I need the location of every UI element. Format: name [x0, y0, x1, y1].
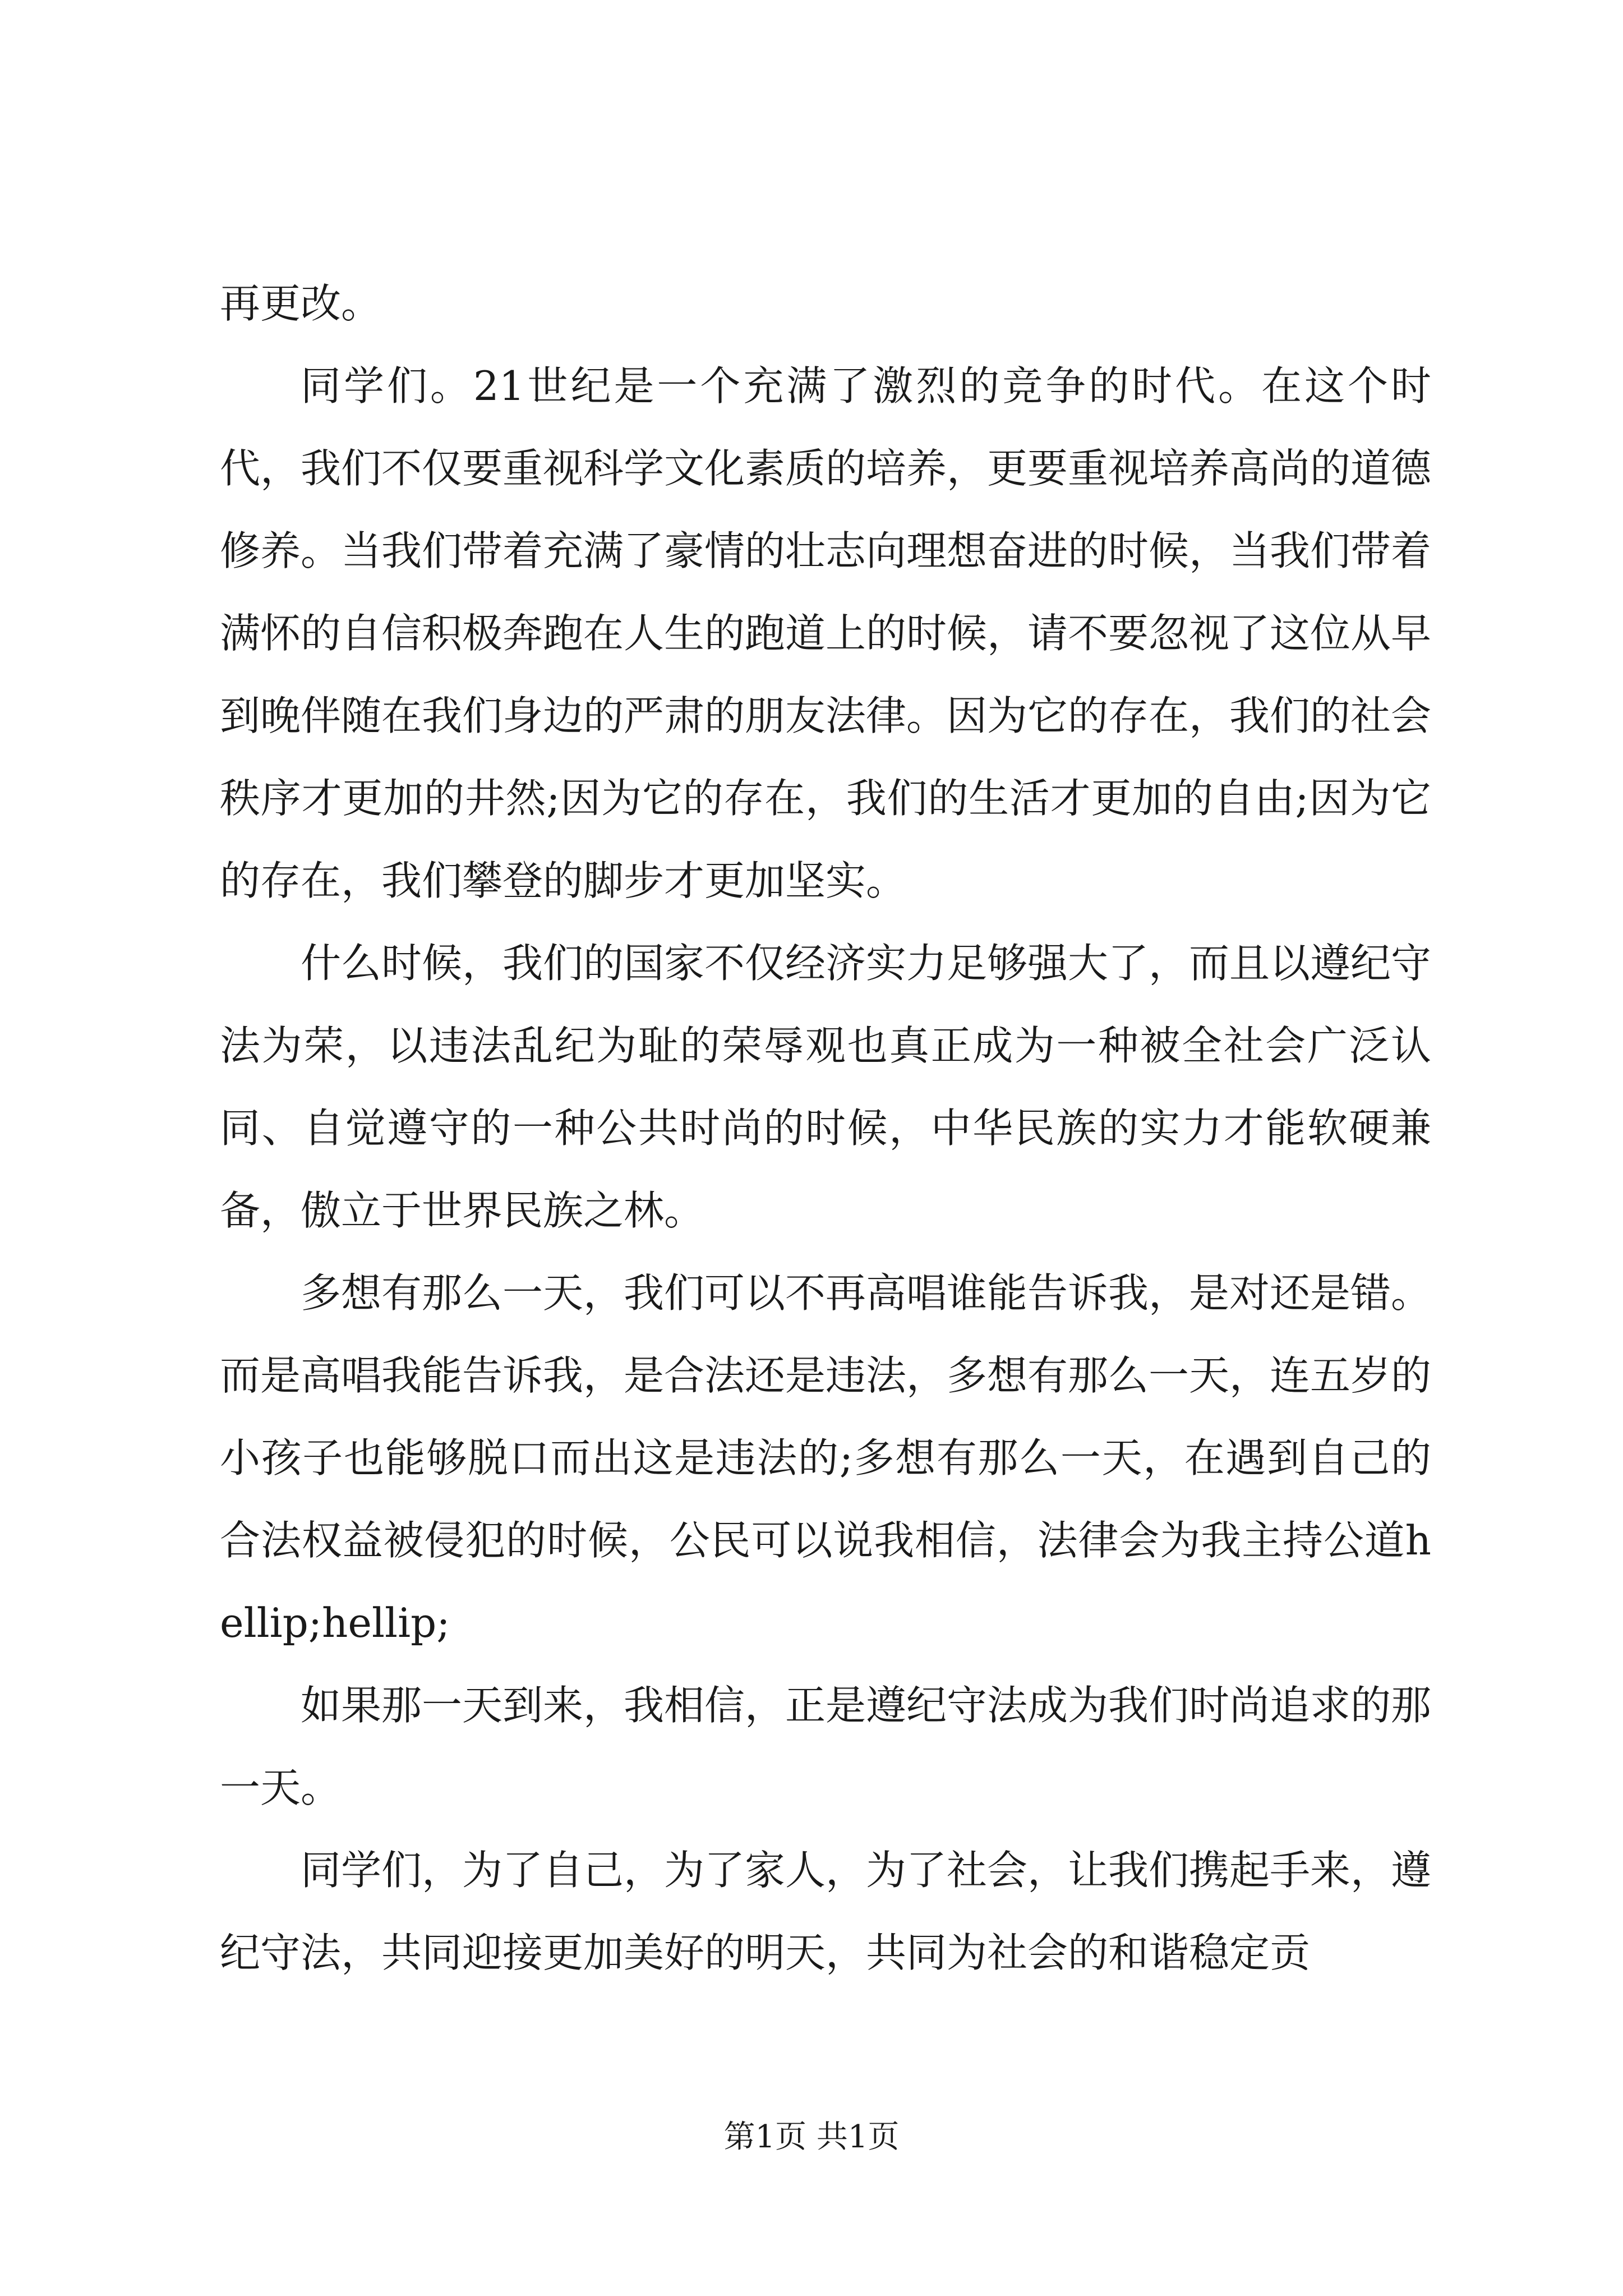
paragraph-law-importance: 同学们。21世纪是一个充满了激烈的竞争的时代。在这个时代，我们不仅要重视科学文化素质的培养，更要重视培养高尚的道德修养。当我们带着充满了豪情的壮志向理想奋进的时候，当我们带着满怀的自信积极奔跑在人生的跑道上的时候，请不要忽视了这位从早到晚伴随在我们身边的严肃的朋友法律。因为它的存在，我们的社会秩序才更加的井然;因为它的存在，我们的生活才更加的自由;因为它的存在，我们攀登的脚步才更加坚实。 — [220, 362, 1432, 904]
paragraph-continuation: 再更改。 — [220, 280, 382, 327]
page-footer: 第1页 共1页 — [723, 2119, 900, 2155]
document-body — [220, 263, 1431, 1994]
paragraph-national-strength: 什么时候，我们的国家不仅经济实力足够强大了，而且以遵纪守法为荣，以违法乱纪为耻的荣辱观也真正成为一种被全社会广泛认同、自觉遵守的一种公共时尚的时候，中华民族的实力才能软硬兼备，傲立于世界民族之林。 — [220, 940, 1432, 1234]
paragraph-that-day: 如果那一天到来，我相信，正是遵纪守法成为我们时尚追求的那一天。 — [220, 1682, 1432, 1811]
paragraph-wish: 多想有那么一天，我们可以不再高唱谁能告诉我，是对还是错。而是高唱我能告诉我，是合法还是违法，多想有那么一天，连五岁的小孩子也能够脱口而出这是违法的;多想有那么一天，在遇到自己的合法权益被侵犯的时候，公民可以说我相信，法律会为我主持公道hellip;hellip; — [220, 1269, 1432, 1646]
paragraph-call-to-action: 同学们，为了自己，为了家人，为了社会，让我们携起手来，遵纪守法，共同迎接更加美好的明天，共同为社会的和谐稳定贡 — [220, 1847, 1432, 1976]
